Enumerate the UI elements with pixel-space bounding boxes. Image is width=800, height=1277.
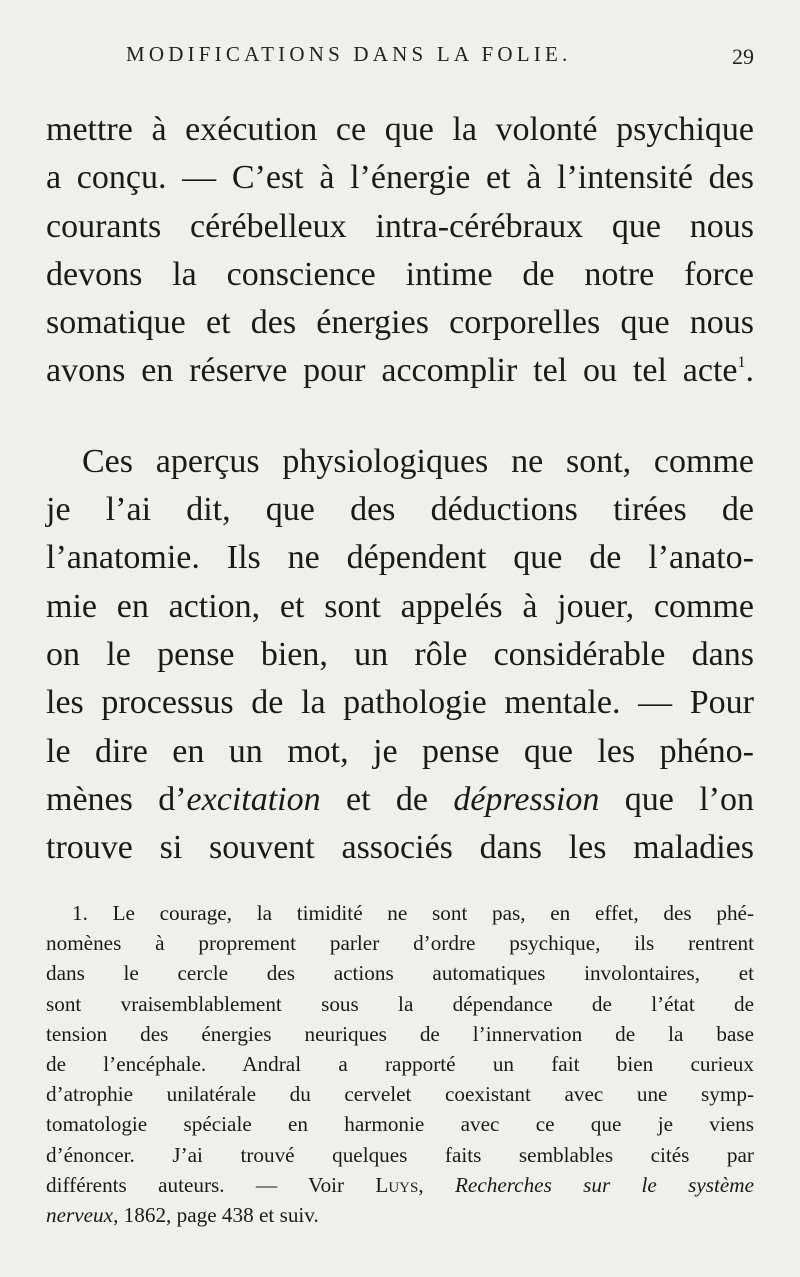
text-line bbox=[46, 776, 754, 824]
text-line: a conçu. — C’est à l’énergie et à l’intensité des bbox=[46, 159, 754, 197]
footnote-line: d’atrophie unilatérale du cervelet coexistant avec une symp- bbox=[46, 1082, 754, 1107]
text-segment: et de bbox=[320, 780, 454, 818]
text-line: le dire en un mot, je pense que les phéno- bbox=[46, 732, 754, 770]
text-line: on le pense bien, un rôle considérable dans bbox=[46, 635, 754, 673]
footnote-line: dans le cercle des actions automatiques involontaires, et bbox=[46, 961, 754, 986]
book-title: nerveux bbox=[46, 1202, 114, 1227]
text-segment: que l’on bbox=[599, 780, 754, 818]
footnote-line: tomatologie spéciale en harmonie avec ce que je viens bbox=[46, 1112, 754, 1137]
running-title: MODIFICATIONS DANS LA FOLIE. bbox=[126, 42, 572, 66]
text-segment: , bbox=[418, 1172, 455, 1197]
text-segment: . bbox=[745, 352, 754, 390]
footnote-line: nomènes à proprement parler d’ordre psychique, ils rentrent bbox=[46, 931, 754, 956]
text-line: devons la conscience intime de notre force bbox=[46, 255, 754, 293]
text-line: l’anatomie. Ils ne dépendent que de l’anato- bbox=[46, 539, 754, 577]
text-segment: mènes d’ bbox=[46, 780, 187, 818]
text-line: les processus de la pathologie mentale. — Pour bbox=[46, 684, 754, 722]
footnote-line: sont vraisemblablement sous la dépendance de l’état de bbox=[46, 991, 754, 1016]
text-line: mie en action, et sont appelés à jouer, comme bbox=[46, 587, 754, 625]
footnote-line: 1. Le courage, la timidité ne sont pas, en effet, des phé- bbox=[72, 901, 754, 925]
text-line bbox=[46, 347, 754, 395]
footnote bbox=[46, 898, 754, 1230]
text-line: somatique et des énergies corporelles que nous bbox=[46, 304, 754, 342]
author-name: Luys bbox=[375, 1172, 419, 1197]
text-segment: , 1862, page 438 et suiv. bbox=[113, 1202, 319, 1227]
footnote-line: de l’encéphale. Andral a rapporté un fait bien curieux bbox=[46, 1051, 754, 1076]
footnote-line bbox=[46, 1200, 754, 1230]
text-line: Ces aperçus physiologiques ne sont, comme bbox=[82, 442, 754, 480]
footnote-line: d’énoncer. J’ai trouvé quelques faits semblables cités par bbox=[46, 1142, 754, 1167]
italic-term: excitation bbox=[186, 780, 321, 818]
footnote-reference[interactable]: 1 bbox=[737, 354, 746, 372]
footnote-line bbox=[46, 1170, 754, 1200]
page-number: 29 bbox=[732, 44, 754, 69]
text-line: mettre à exécution ce que la volonté psychique bbox=[46, 111, 754, 148]
italic-term: dépression bbox=[453, 780, 600, 818]
text-line: courants cérébelleux intra-cérébraux que nous bbox=[46, 207, 754, 245]
text-line: trouve si souvent associés dans les maladies bbox=[46, 829, 754, 867]
book-title: Recherches sur le système bbox=[454, 1172, 755, 1197]
page-header bbox=[46, 42, 754, 78]
main-text bbox=[46, 106, 754, 872]
paragraph-break bbox=[46, 396, 754, 438]
text-line: je l’ai dit, que des déductions tirées de bbox=[46, 491, 754, 529]
text-segment: différents auteurs. — Voir bbox=[46, 1172, 376, 1197]
text-segment: avons en réserve pour accomplir tel ou tel acte bbox=[46, 352, 738, 390]
footnote-line: tension des énergies neuriques de l’innervation de la base bbox=[46, 1021, 754, 1046]
